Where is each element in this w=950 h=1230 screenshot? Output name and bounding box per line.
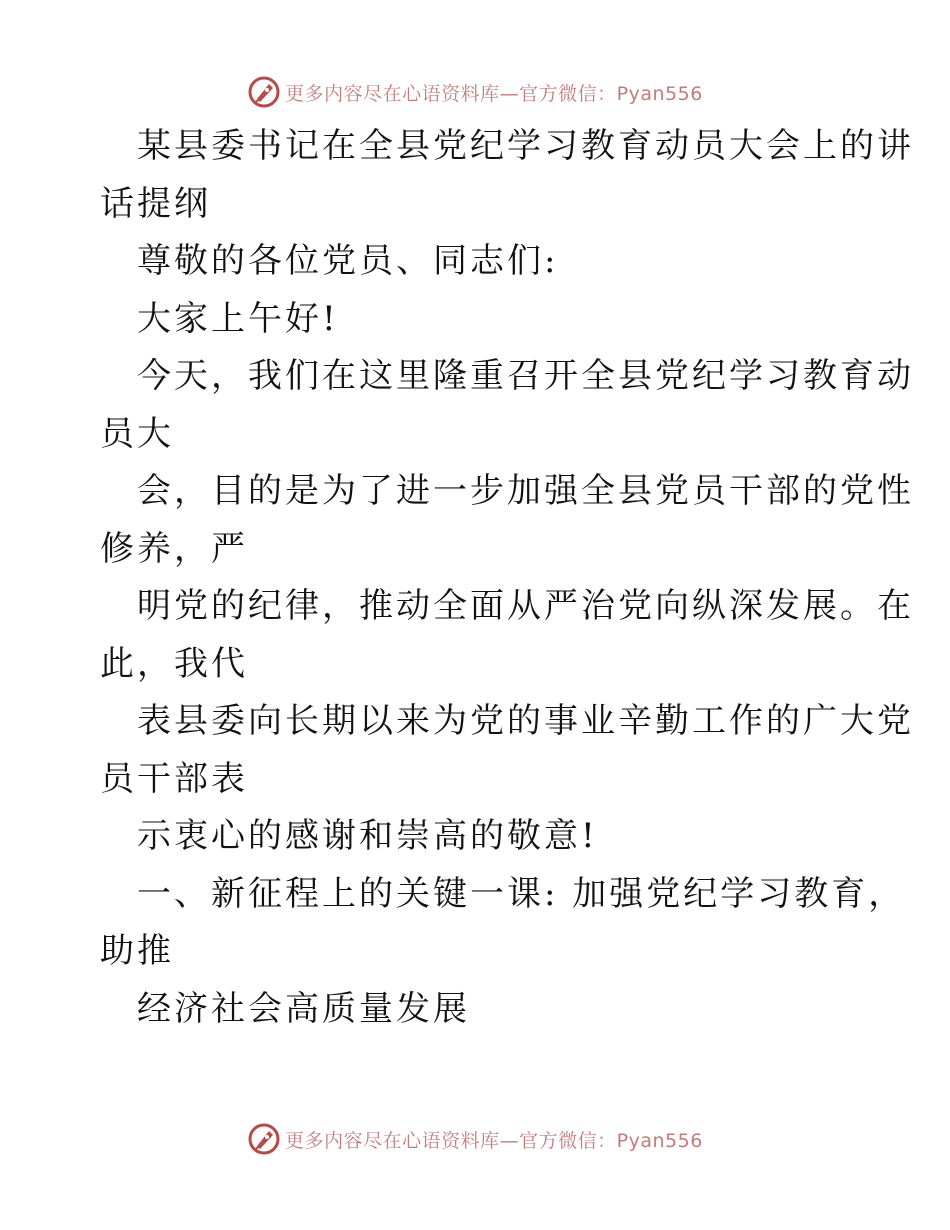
paragraph-line: 修养，严 [100, 528, 248, 569]
section-heading-line: 经济社会高质量发展 [137, 988, 470, 1029]
section-heading-line: 一、新征程上的关键一课: 加强党纪学习教育， [137, 873, 906, 914]
pen-nib-logo-icon [247, 75, 281, 109]
pen-nib-logo-icon [247, 1122, 281, 1156]
greeting: 大家上午好! [137, 298, 339, 339]
paragraph-line: 会，目的是为了进一步加强全县党员干部的党性 [137, 471, 914, 511]
salutation: 尊敬的各位党员、同志们: [137, 241, 559, 281]
footer-watermark-text: 更多内容尽在心语资料库—官方微信：Pyan556 [285, 1129, 703, 1152]
header-watermark [0, 72, 950, 112]
paragraph-line: 今天，我们在这里隆重召开全县党纪学习教育动 [137, 356, 914, 396]
title-line-1: 某县委书记在全县党纪学习教育动员大会上的讲 [137, 126, 914, 166]
paragraph-line: 此，我代 [100, 643, 248, 684]
paragraph-line: 员干部表 [100, 758, 248, 799]
paragraph-line: 明党的纪律，推动全面从严治党向纵深发展。在 [137, 586, 914, 626]
header-watermark-text: 更多内容尽在心语资料库—官方微信：Pyan556 [285, 82, 703, 105]
paragraph-line: 员大 [100, 413, 174, 454]
footer-watermark [0, 1119, 950, 1159]
paragraph-line: 示衷心的感谢和崇高的敬意! [137, 816, 598, 856]
section-heading-line: 助推 [100, 931, 174, 971]
title-line-2: 话提纲 [100, 183, 211, 224]
document-body [100, 118, 914, 1038]
paragraph-line: 表县委向长期以来为党的事业辛勤工作的广大党 [137, 701, 914, 741]
